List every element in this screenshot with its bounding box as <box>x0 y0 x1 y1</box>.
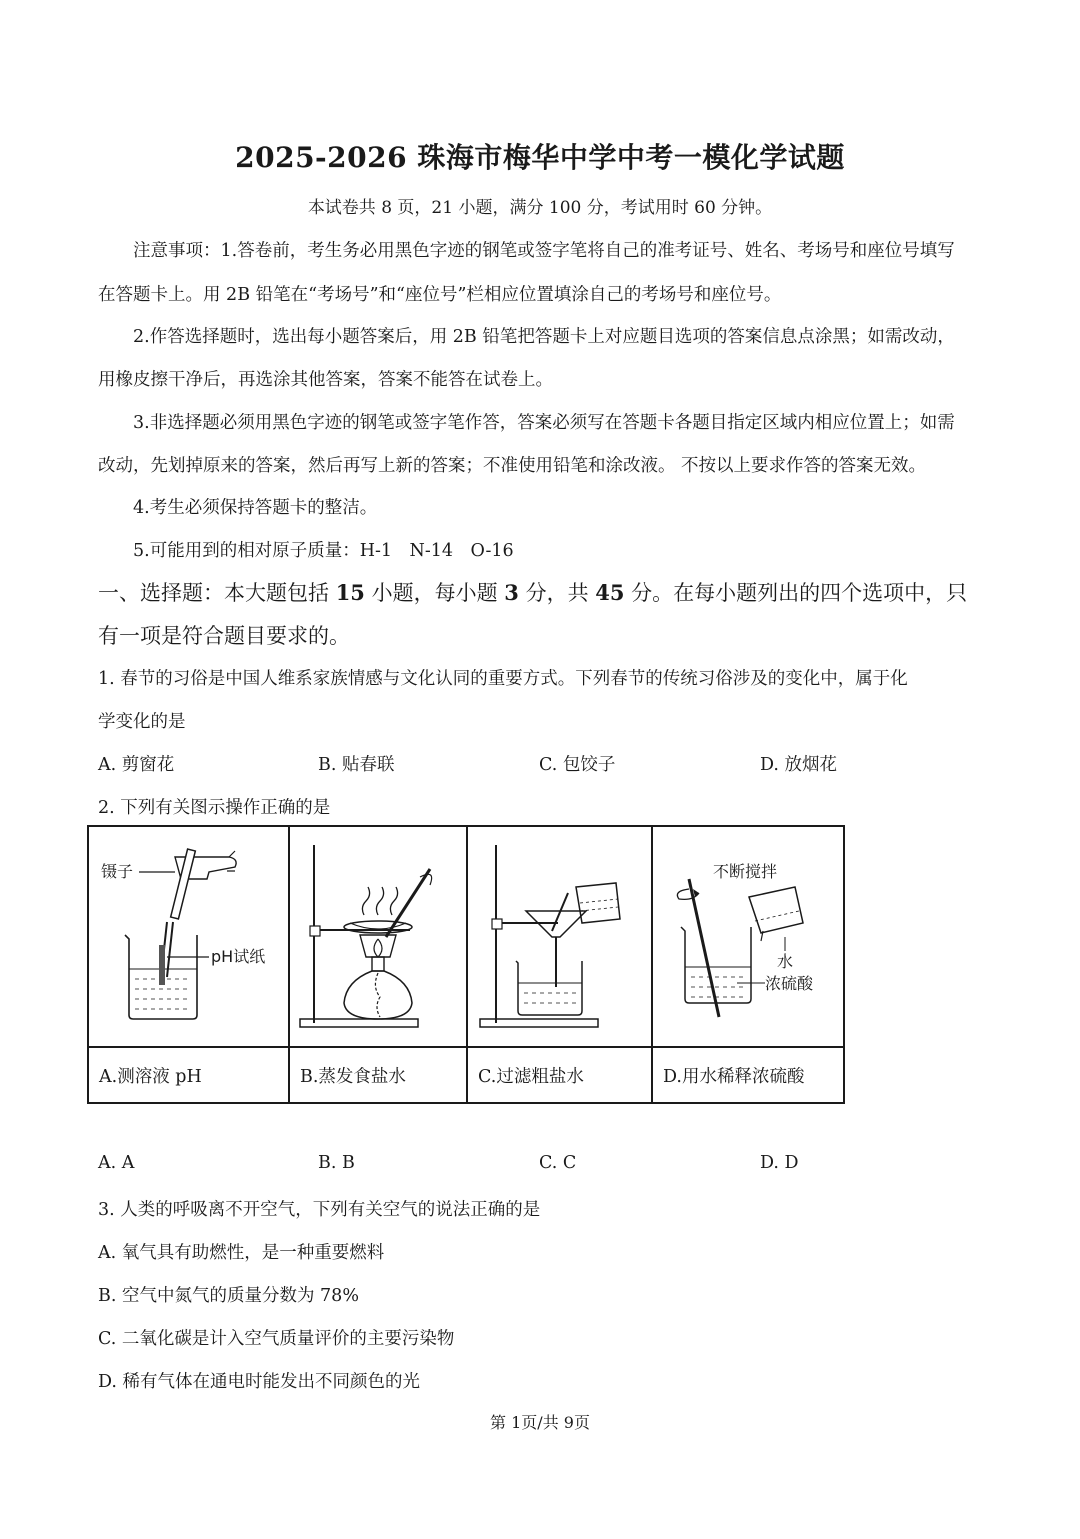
filtration-illustration <box>468 827 651 1042</box>
q1-option-c: C. 包饺子 <box>539 755 616 775</box>
note-3-line-2: 改动，先划掉原来的答案，然后再写上新的答案；不准使用铅笔和涂改液。 不按以上要求作答的答案无效。 <box>98 456 927 476</box>
note-5: 5.可能用到的相对原子质量：H-1 N-14 O-16 <box>133 541 514 561</box>
note-2-line-2: 用橡皮擦干净后，再选涂其他答案，答案不能答在试卷上。 <box>98 370 553 390</box>
q3-option-a: A. 氧气具有助燃性，是一种重要燃料 <box>98 1243 385 1263</box>
q1-option-a: A. 剪窗花 <box>98 755 175 775</box>
note-1-line-2: 在答题卡上。用 2B 铅笔在“考场号”和“座位号”栏相应位置填涂自己的考场号和座位号。 <box>98 285 782 305</box>
q1-stem-line-2: 学变化的是 <box>98 712 186 732</box>
note-1-line-1: 注意事项：1.答卷前，考生务必用黑色字迹的钢笔或签字笔将自己的准考证号、姓名、考场号和座位号填写 <box>133 241 955 261</box>
note-2-line-1: 2.作答选择题时，选出每小题答案后，用 2B 铅笔把答题卡上对应题目选项的答案信息点涂黑；如需改动， <box>133 327 955 347</box>
q3-option-b: B. 空气中氮气的质量分数为 78% <box>98 1286 359 1306</box>
note-3-line-1: 3.非选择题必须用黑色字迹的钢笔或签字笔作答，答案必须写在答题卡各题目指定区域内相应位置上；如需 <box>133 413 955 433</box>
question-count: 15 <box>335 580 365 605</box>
exam-title: 2025-2026 珠海市梅华中学中考一模化学试题 <box>235 141 845 174</box>
q3-option-c: C. 二氧化碳是计入空气质量评价的主要污染物 <box>98 1329 455 1349</box>
q1-option-d: D. 放烟花 <box>760 755 838 775</box>
water-label: 水 <box>777 952 794 971</box>
q2-figure-table <box>87 825 845 1104</box>
exam-subtitle: 本试卷共 8 页，21 小题，满分 100 分，考试用时 60 分钟。 <box>307 198 773 218</box>
q3-stem: 3. 人类的呼吸离不开空气，下列有关空气的说法正确的是 <box>98 1200 541 1220</box>
figure-c-cell <box>467 826 652 1047</box>
q1-stem-line-1: 1. 春节的习俗是中国人维系家族情感与文化认同的重要方式。下列春节的传统习俗涉及的变化中，属于化 <box>98 669 908 689</box>
figure-b-cell <box>289 826 467 1047</box>
q2-option-c: C. C <box>539 1153 577 1173</box>
q2-option-b: B. B <box>318 1153 355 1173</box>
evaporation-illustration <box>290 827 466 1042</box>
q2-option-d: D. D <box>760 1153 799 1173</box>
q3-option-d: D. 稀有气体在通电时能发出不同颜色的光 <box>98 1372 421 1392</box>
ph-paper-label: pH试纸 <box>211 947 266 966</box>
caption-a: A.测溶液 pH <box>88 1047 289 1103</box>
note-4: 4.考生必须保持答题卡的整洁。 <box>133 498 378 518</box>
ph-test-illustration <box>89 827 288 1042</box>
tweezers-label: 镊子 <box>101 862 134 881</box>
section-1-heading: 一、选择题：本大题包括 15 小题，每小题 3 分，共 45 分。在每小题列出的四个选项中，只 <box>98 580 968 605</box>
page-footer: 第 1页/共 9页 <box>490 1413 590 1432</box>
points-each: 3 <box>504 580 519 605</box>
q1-option-b: B. 贴春联 <box>318 755 395 775</box>
caption-c: C.过滤粗盐水 <box>467 1047 652 1103</box>
acid-label: 浓硫酸 <box>765 974 814 993</box>
caption-b: B.蒸发食盐水 <box>289 1047 467 1103</box>
q2-option-a: A. A <box>98 1153 135 1173</box>
caption-d: D.用水稀释浓硫酸 <box>652 1047 844 1103</box>
points-total: 45 <box>595 580 625 605</box>
section-1-heading-line-2: 有一项是符合题目要求的。 <box>98 624 350 648</box>
figure-d-cell <box>652 826 844 1047</box>
figure-a-cell <box>88 826 289 1047</box>
q2-stem: 2. 下列有关图示操作正确的是 <box>98 798 331 818</box>
dilution-illustration <box>653 827 843 1042</box>
stir-label: 不断搅拌 <box>713 862 778 881</box>
